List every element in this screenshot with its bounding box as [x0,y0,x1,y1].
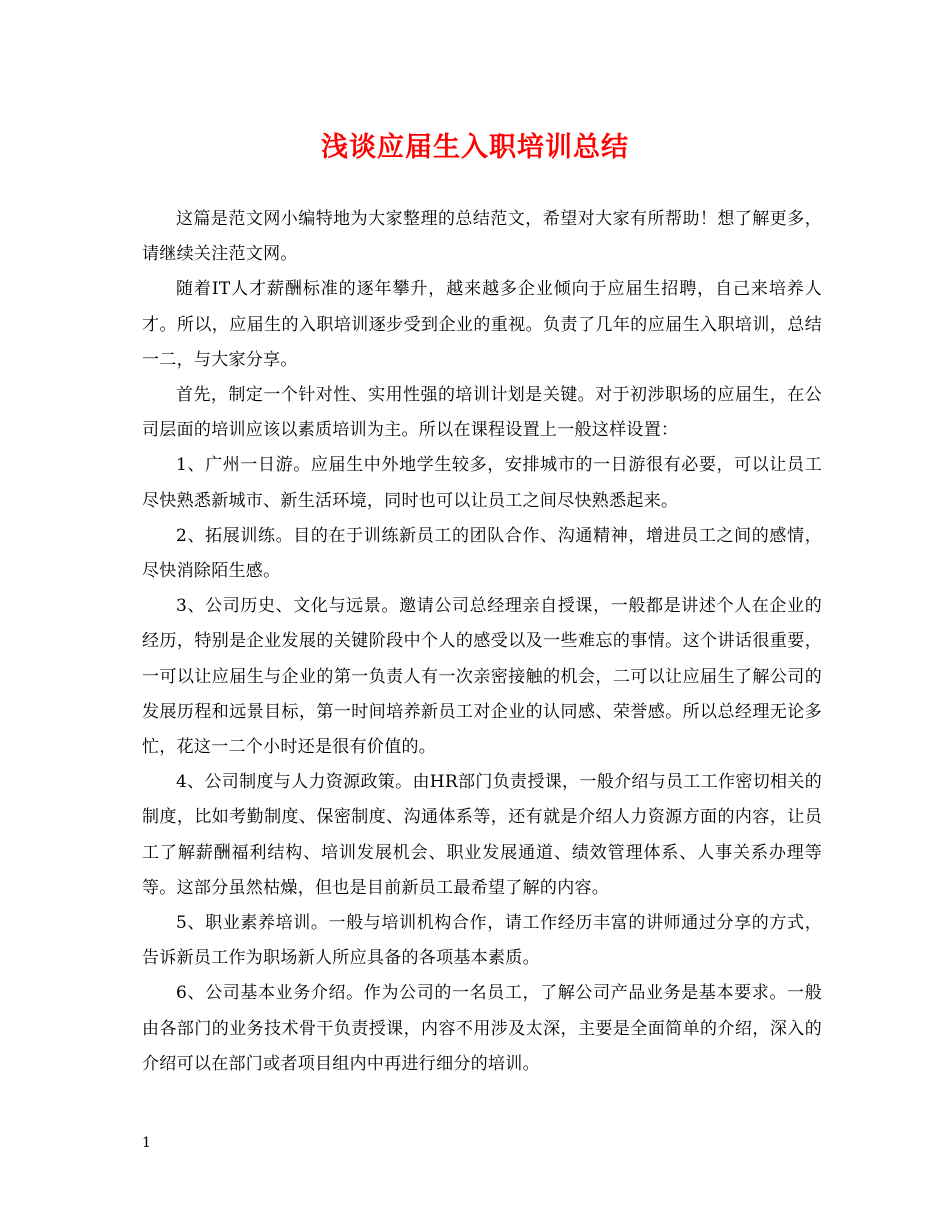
paragraph-item-5: 5、职业素养培训。一般与培训机构合作，请工作经历丰富的讲师通过分享的方式，告诉新员工作为职场新人所应具备的各项基本素质。 [142,913,822,969]
paragraph-training-plan: 首先，制定一个针对性、实用性强的培训计划是关键。对于初涉职场的应届生，在公司层面的培训应该以素质培训为主。所以在课程设置上一般这样设置： [142,385,822,441]
page-number: 1 [142,1135,151,1151]
paragraph-item-3: 3、公司历史、文化与远景。邀请公司总经理亲自授课，一般都是讲述个人在企业的经历，特别是企业发展的关键阶段中个人的感受以及一些难忘的事情。这个讲话很重要，一可以让应届生与企业的第一负责人有一次亲密接触的机会，二可以让应届生了解公司的发展历程和远景目标，第一时间培养新员工对企业的认同感、荣誉感。所以总经理无论多忙，花这一二个小时还是很有价值的。 [142,596,822,758]
paragraph-background: 随着IT人才薪酬标准的逐年攀升，越来越多企业倾向于应届生招聘，自己来培养人才。所以，应届生的入职培训逐步受到企业的重视。负责了几年的应届生入职培训，总结一二，与大家分享。 [142,279,822,370]
paragraph-item-4: 4、公司制度与人力资源政策。由HR部门负责授课，一般介绍与员工工作密切相关的制度，比如考勤制度、保密制度、沟通体系等，还有就是介绍人力资源方面的内容，让员工了解薪酬福利结构、培训发展机会、职业发展通道、绩效管理体系、人事关系办理等等。这部分虽然枯燥，但也是目前新员工最希望了解的内容。 [142,772,822,898]
paragraph-item-1: 1、广州一日游。应届生中外地学生较多，安排城市的一日游很有必要，可以让员工尽快熟悉新城市、新生活环境，同时也可以让员工之间尽快熟悉起来。 [142,455,822,511]
document-body [142,202,822,1082]
paragraph-intro: 这篇是范文网小编特地为大家整理的总结范文，希望对大家有所帮助！想了解更多，请继续关注范文网。 [142,209,822,265]
paragraph-item-6: 6、公司基本业务介绍。作为公司的一名员工，了解公司产品业务是基本要求。一般由各部门的业务技术骨干负责授课，内容不用涉及太深，主要是全面简单的介绍，深入的介绍可以在部门或者项目组内中再进行细分的培训。 [142,983,822,1074]
paragraph-item-2: 2、拓展训练。目的在于训练新员工的团队合作、沟通精神，增进员工之间的感情，尽快消除陌生感。 [142,525,822,582]
document-title: 浅谈应届生入职培训总结 [321,132,629,163]
